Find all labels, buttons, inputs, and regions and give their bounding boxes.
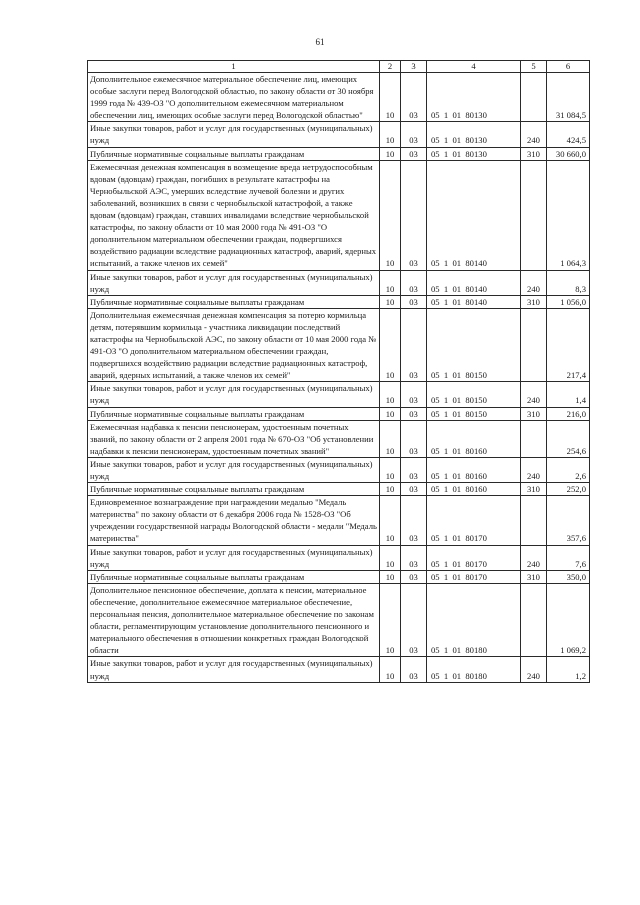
row-amount: 216,0: [547, 407, 590, 420]
row-amount: 1,4: [547, 382, 590, 407]
row-subsection: 03: [401, 160, 427, 270]
header-col-5: 5: [521, 61, 547, 73]
row-amount: 2,6: [547, 457, 590, 482]
row-name: Дополнительная ежемесячная денежная компенсация за потерю кормильца детям, потерявшим кормильца - участника ликвидации последствий катастрофы на Чернобыльской АЭС, по закону области от 10 мая 2000 года № 491-ОЗ "О дополнительном материальном обеспечении граждан, подвергшихся воздействию радиации вследствие радиационных катастроф, аварий, ядерных испытаний, а также членов их семей": [88, 308, 380, 382]
row-target-code: 05 1 01 80150: [427, 382, 521, 407]
row-section: 10: [380, 457, 401, 482]
table-row: [88, 382, 590, 407]
table-row: [88, 160, 590, 270]
row-target-code: 05 1 01 80160: [427, 483, 521, 496]
row-amount: 8,3: [547, 270, 590, 295]
row-subsection: 03: [401, 382, 427, 407]
row-subsection: 03: [401, 295, 427, 308]
row-amount: 252,0: [547, 483, 590, 496]
row-name: Публичные нормативные социальные выплаты гражданам: [88, 295, 380, 308]
table-row: [88, 122, 590, 147]
row-expense-type: 240: [521, 270, 547, 295]
header-col-4: 4: [427, 61, 521, 73]
row-section: 10: [380, 407, 401, 420]
row-subsection: 03: [401, 147, 427, 160]
row-section: 10: [380, 382, 401, 407]
row-expense-type: 310: [521, 295, 547, 308]
row-target-code: 05 1 01 80140: [427, 295, 521, 308]
row-expense-type: [521, 160, 547, 270]
table-row: [88, 420, 590, 457]
row-target-code: 05 1 01 80140: [427, 270, 521, 295]
row-section: 10: [380, 147, 401, 160]
row-expense-type: 310: [521, 483, 547, 496]
row-section: 10: [380, 122, 401, 147]
row-expense-type: 240: [521, 545, 547, 570]
row-section: 10: [380, 73, 401, 122]
row-section: 10: [380, 657, 401, 682]
row-target-code: 05 1 01 80170: [427, 545, 521, 570]
row-target-code: 05 1 01 80170: [427, 570, 521, 583]
row-section: 10: [380, 420, 401, 457]
row-target-code: 05 1 01 80130: [427, 122, 521, 147]
row-amount: 1 069,2: [547, 583, 590, 657]
row-section: 10: [380, 570, 401, 583]
row-expense-type: [521, 308, 547, 382]
budget-table: [87, 60, 590, 683]
page-number: 61: [315, 37, 325, 47]
row-expense-type: [521, 583, 547, 657]
row-amount: 31 084,5: [547, 73, 590, 122]
row-name: Ежемесячная надбавка к пенсии пенсионерам, удостоенным почетных званий, по закону области от 2 апреля 2001 года № 670-ОЗ "Об установлении надбавки к пенсии пенсионерам, удостоенным почетных званий": [88, 420, 380, 457]
row-name: Публичные нормативные социальные выплаты гражданам: [88, 147, 380, 160]
row-expense-type: [521, 496, 547, 545]
row-subsection: 03: [401, 457, 427, 482]
row-subsection: 03: [401, 583, 427, 657]
row-section: 10: [380, 583, 401, 657]
row-expense-type: 240: [521, 457, 547, 482]
table-row: [88, 496, 590, 545]
row-target-code: 05 1 01 80130: [427, 147, 521, 160]
row-expense-type: [521, 73, 547, 122]
table-row: [88, 270, 590, 295]
row-target-code: 05 1 01 80170: [427, 496, 521, 545]
row-expense-type: 310: [521, 570, 547, 583]
row-name: Иные закупки товаров, работ и услуг для государственных (муниципальных) нужд: [88, 457, 380, 482]
row-expense-type: 240: [521, 382, 547, 407]
row-amount: 30 660,0: [547, 147, 590, 160]
row-amount: 350,0: [547, 570, 590, 583]
table-row: [88, 483, 590, 496]
row-name: Публичные нормативные социальные выплаты гражданам: [88, 570, 380, 583]
header-col-3: 3: [401, 61, 427, 73]
row-section: 10: [380, 160, 401, 270]
table-row: [88, 583, 590, 657]
row-name: Ежемесячная денежная компенсация в возмещение вреда нетрудоспособным вдовам (вдовцам) граждан, погибших в результате катастрофы на Чернобыльской АЭС, умерших вследствие лучевой болезни и других заболеваний, возникших в связи с чернобыльской катастрофой, а также вдовам (вдовцам) граждан, ставших инвалидами вследствие чернобыльской катастрофы, по закону области от 10 мая 2000 года № 491-ОЗ "О дополнительном материальном обеспечении граждан, подвергшихся воздействию радиации вследствие радиационных катастроф, аварий, ядерных испытаний, а также членов их семей": [88, 160, 380, 270]
row-target-code: 05 1 01 80160: [427, 457, 521, 482]
row-name: Иные закупки товаров, работ и услуг для государственных (муниципальных) нужд: [88, 122, 380, 147]
row-subsection: 03: [401, 483, 427, 496]
row-expense-type: 310: [521, 147, 547, 160]
row-expense-type: 310: [521, 407, 547, 420]
row-amount: 217,4: [547, 308, 590, 382]
row-name: Дополнительное ежемесячное материальное обеспечение лиц, имеющих особые заслуги перед Вологодской областью, по закону области от 30 ноября 1999 года № 439-ОЗ "О дополнительном ежемесячном материальном обеспечении лиц, имеющих особые заслуги перед Вологодской областью": [88, 73, 380, 122]
table-row: [88, 457, 590, 482]
header-col-6: 6: [547, 61, 590, 73]
row-name: Иные закупки товаров, работ и услуг для государственных (муниципальных) нужд: [88, 545, 380, 570]
table-row: [88, 545, 590, 570]
row-name: Иные закупки товаров, работ и услуг для государственных (муниципальных) нужд: [88, 270, 380, 295]
header-col-2: 2: [380, 61, 401, 73]
table-row: [88, 73, 590, 122]
row-name: Иные закупки товаров, работ и услуг для государственных (муниципальных) нужд: [88, 382, 380, 407]
row-expense-type: 240: [521, 122, 547, 147]
row-name: Публичные нормативные социальные выплаты гражданам: [88, 483, 380, 496]
row-subsection: 03: [401, 407, 427, 420]
row-section: 10: [380, 483, 401, 496]
row-section: 10: [380, 496, 401, 545]
table-row: [88, 308, 590, 382]
row-subsection: 03: [401, 308, 427, 382]
row-amount: 1,2: [547, 657, 590, 682]
row-target-code: 05 1 01 80150: [427, 407, 521, 420]
row-name: Публичные нормативные социальные выплаты гражданам: [88, 407, 380, 420]
row-name: Единовременное вознаграждение при награждении медалью "Медаль материнства" по закону области от 6 декабря 2006 года № 1528-ОЗ "Об учреждении государственной награды Вологодской области - медали "Медаль материнства": [88, 496, 380, 545]
row-target-code: 05 1 01 80130: [427, 73, 521, 122]
row-name: Иные закупки товаров, работ и услуг для государственных (муниципальных) нужд: [88, 657, 380, 682]
row-section: 10: [380, 295, 401, 308]
row-subsection: 03: [401, 270, 427, 295]
row-amount: 7,6: [547, 545, 590, 570]
row-target-code: 05 1 01 80180: [427, 657, 521, 682]
row-name: Дополнительное пенсионное обеспечение, доплата к пенсии, материальное обеспечение, дополнительное ежемесячное материальное обеспечение, персональная пенсия, дополнительное материальное обеспечение по законам области, регламентирующим установление дополнительного пенсионного и материального обеспечения в отношении конкретных граждан Вологодской области: [88, 583, 380, 657]
row-amount: 424,5: [547, 122, 590, 147]
row-subsection: 03: [401, 657, 427, 682]
row-target-code: 05 1 01 80150: [427, 308, 521, 382]
row-amount: 357,6: [547, 496, 590, 545]
row-amount: 1 064,3: [547, 160, 590, 270]
row-target-code: 05 1 01 80160: [427, 420, 521, 457]
row-subsection: 03: [401, 496, 427, 545]
row-subsection: 03: [401, 545, 427, 570]
row-amount: 254,6: [547, 420, 590, 457]
row-subsection: 03: [401, 420, 427, 457]
header-row: [88, 61, 590, 73]
row-section: 10: [380, 270, 401, 295]
header-col-1: 1: [88, 61, 380, 73]
table-row: [88, 147, 590, 160]
row-expense-type: 240: [521, 657, 547, 682]
row-section: 10: [380, 545, 401, 570]
row-subsection: 03: [401, 570, 427, 583]
row-section: 10: [380, 308, 401, 382]
row-target-code: 05 1 01 80140: [427, 160, 521, 270]
table-row: [88, 407, 590, 420]
table-row: [88, 295, 590, 308]
row-subsection: 03: [401, 122, 427, 147]
row-amount: 1 056,0: [547, 295, 590, 308]
row-subsection: 03: [401, 73, 427, 122]
table-row: [88, 570, 590, 583]
row-expense-type: [521, 420, 547, 457]
row-target-code: 05 1 01 80180: [427, 583, 521, 657]
table-row: [88, 657, 590, 682]
